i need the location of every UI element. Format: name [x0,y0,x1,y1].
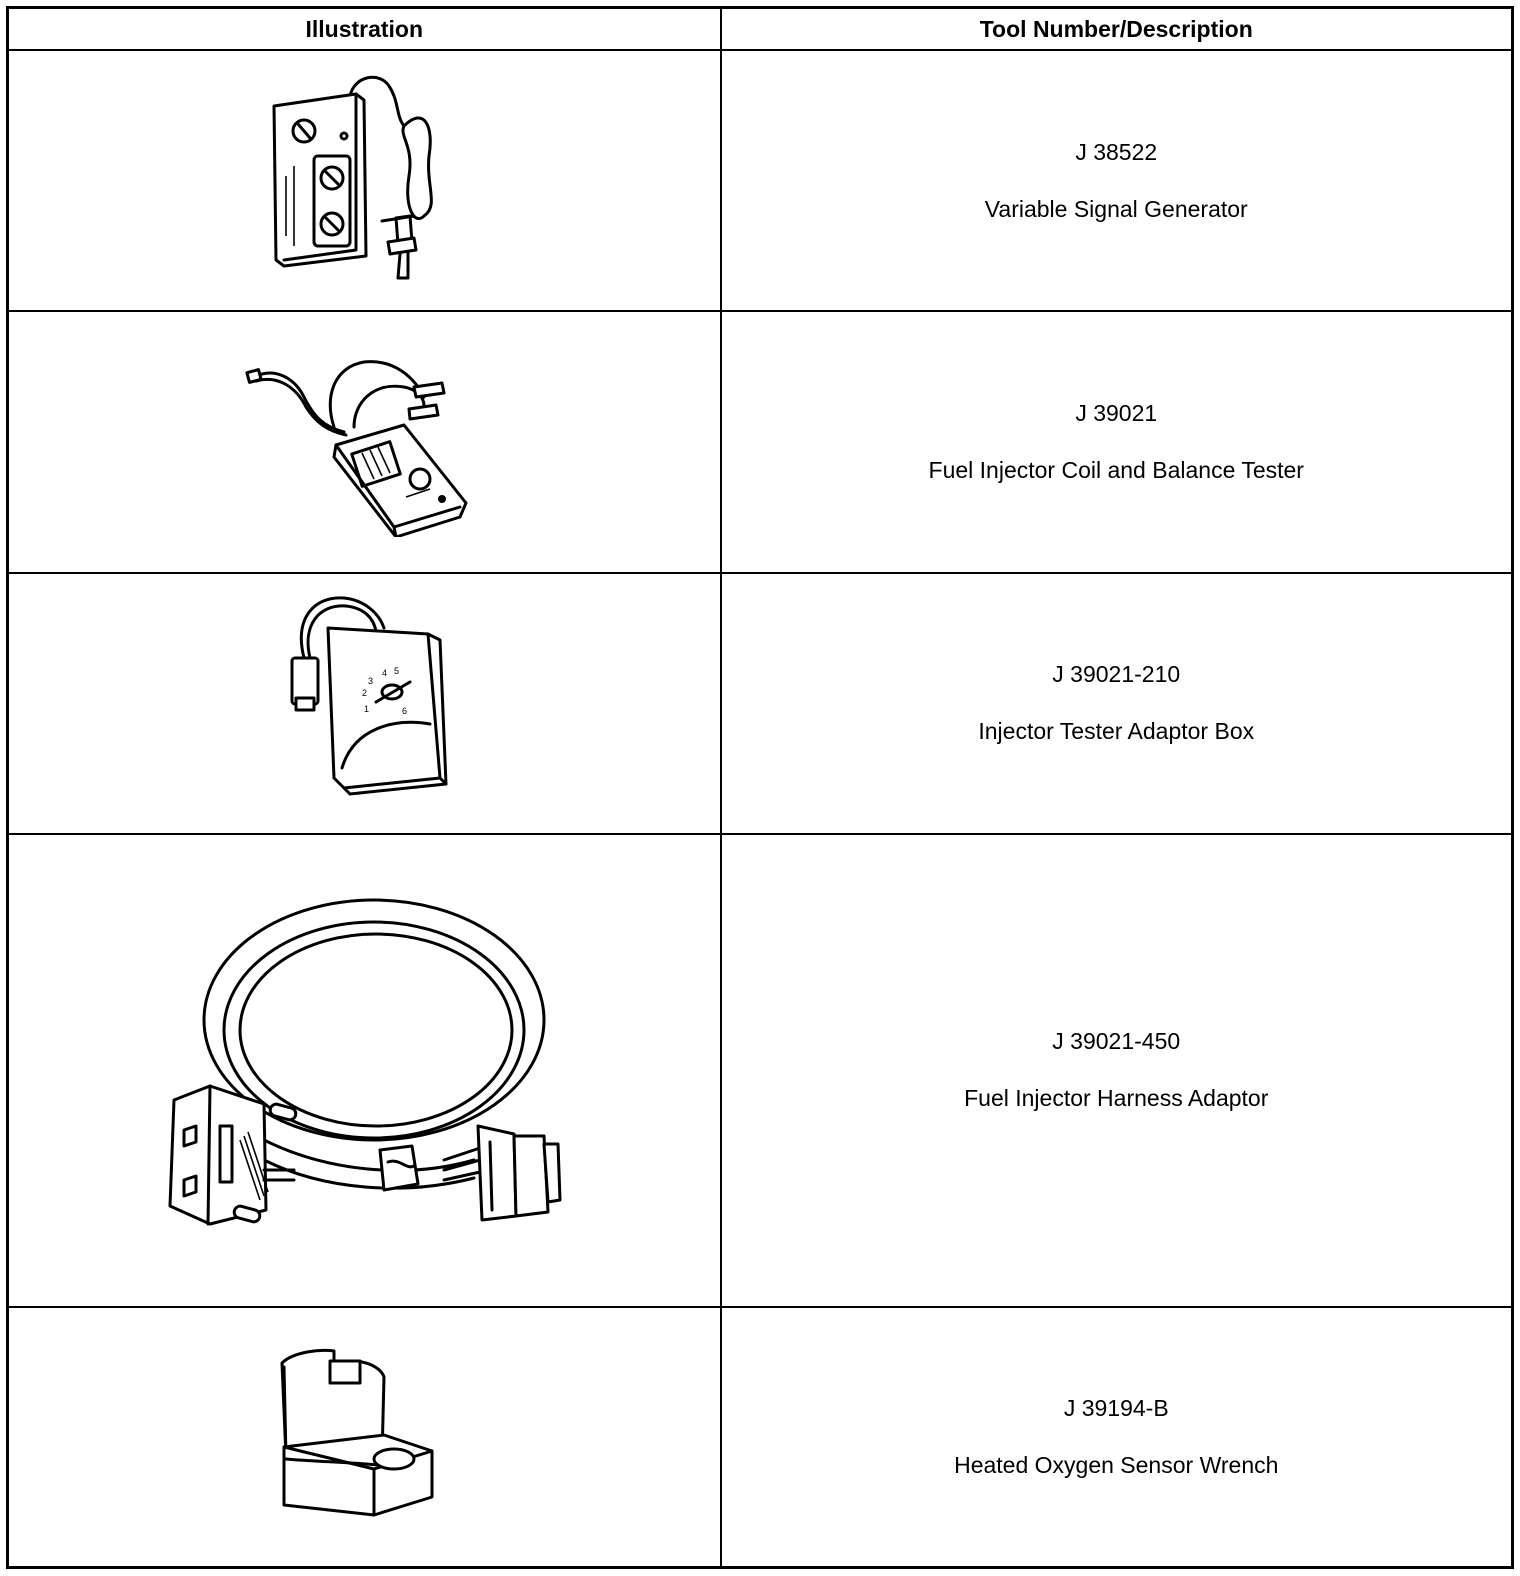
adaptor-box-icon [264,588,464,818]
signal-generator-icon [264,66,464,296]
tool-description-cell [721,573,1513,834]
tool-description-cell [721,311,1513,572]
tool-description: Variable Signal Generator [984,195,1248,222]
tool-number: J 39021-450 [1052,1028,1181,1055]
tool-number: J 38522 [1075,138,1158,165]
table-row [8,1307,1513,1568]
tool-number: J 39194-B [1063,1394,1169,1421]
illustration-cell [8,834,721,1306]
tool-description: Fuel Injector Coil and Balance Tester [928,457,1304,484]
tool-description-cell [721,1307,1513,1568]
injector-tester-icon [244,347,484,537]
table-row [8,50,1513,311]
header-row [8,8,1513,51]
svg-text:4: 4 [382,668,388,679]
table-row [8,573,1513,834]
sensor-wrench-icon [264,1337,464,1537]
tool-description: Injector Tester Adaptor Box [978,718,1255,745]
illustration-cell [8,311,721,572]
table-row [8,311,1513,572]
illustration-cell [8,50,721,311]
harness-adaptor-icon [144,880,584,1260]
header-illustration: Illustration [8,8,721,51]
svg-text:1: 1 [364,704,370,715]
illustration-cell [8,1307,721,1568]
svg-text:5: 5 [394,666,400,677]
tool-number: J 39021 [1075,400,1158,427]
tool-description: Heated Oxygen Sensor Wrench [954,1451,1279,1478]
illustration-cell [8,573,721,834]
svg-text:6: 6 [402,706,408,717]
tool-number: J 39021-210 [1052,661,1181,688]
tool-description: Fuel Injector Harness Adaptor [964,1085,1269,1112]
header-tool-number-description: Tool Number/Description [721,8,1513,51]
svg-text:3: 3 [368,676,374,687]
table-row [8,834,1513,1306]
svg-text:2: 2 [362,688,368,699]
tool-description-cell [721,50,1513,311]
special-tools-table [6,6,1514,1569]
tool-description-cell [721,834,1513,1306]
